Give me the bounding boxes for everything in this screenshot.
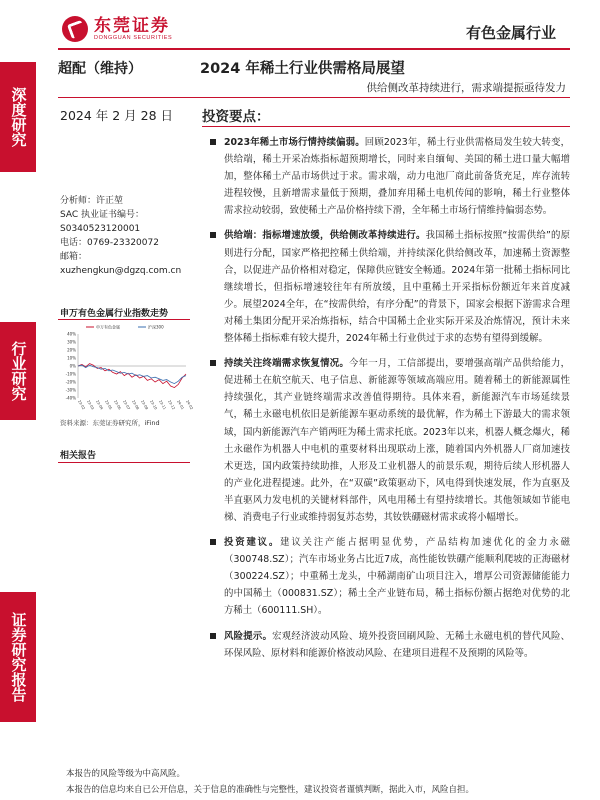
analyst-sac-label: SAC 执业证书编号：	[60, 210, 145, 220]
bullet-icon	[210, 139, 216, 145]
y-tick-label: 20%	[67, 347, 76, 353]
title-divider	[58, 97, 570, 98]
disclaimer	[66, 766, 474, 798]
paragraph-text: 建议关注产能占据明显优势，产品结构加速优化的金力永磁（300748.SZ）；汽车市场业务占比近7成，高性能钕铁硼产能顺利爬坡的正海磁材（300224.SZ）；中重稀土龙头，中稀湖南矿山项目注入，增厚公司资源储能能力的中国稀土（000831.SZ）；稀土全产业链布局，稀土指标份额占据绝对优势的北方稀土（600111.SH）。	[224, 537, 570, 617]
report-subtitle: 供给侧改革持续进行，需求端提振亟待发力	[366, 82, 566, 94]
highlights-body	[210, 134, 570, 670]
x-tick-label: 23-12	[167, 399, 176, 411]
industry-label: 有色金属行业	[465, 24, 556, 42]
chart-title: 申万有色金属行业指数走势	[60, 309, 169, 319]
index-trend-chart	[58, 322, 194, 414]
rating: 超配（维持）	[58, 61, 142, 77]
analyst-sac-number: S0340523120001	[60, 224, 141, 234]
analyst-name: 分析师：许正堃	[60, 196, 124, 206]
related-divider	[58, 462, 190, 463]
bullet-icon	[210, 539, 216, 545]
paragraph-lead: 投资建议。	[224, 537, 281, 549]
x-tick-label: 23-02	[77, 399, 86, 411]
chart-source: 资料来源：东莞证券研究所，iFind	[60, 419, 160, 427]
side-tab-deep-research	[0, 62, 36, 172]
x-tick-label: 23-03	[86, 399, 95, 411]
x-tick-label: 23-11	[158, 399, 167, 411]
paragraph-text: 今年一月，工信部提出，要增强高端产品供给能力，促进稀土在航空航天、电子信息、新能源等领域高端应用。随着稀土的新能源属性持续强化，其产业链终端需求改善值得期待。具体来看，新能源汽车市场延续景气，稀土永磁电机依旧是新能源车驱动系统的最优解，作为稀土下游最大的需求领域，国内新能源汽车产销两旺为稀土需求托底。2023年以来，机器人概念爆火，稀土永磁作为机器人中电机的重要材料出现联动上涨，随着国内外机器人厂商加速技术更迭，国内政策持续助推，人形及工业机器人的前景乐观，期待后续人形机器人的产业化进程提速。此外，在“双碳”政策驱动下，风电得到快速发展，作为直驱及半直驱风力发电机的关键材料部件，风电用稀土有望持续增长。其他领域如节能电梯、消费电子行业或维持弱复苏态势，其钕铁硼磁材需求或将小幅增长。	[224, 358, 570, 523]
paragraph-demand	[210, 355, 570, 526]
side-tab-label: 深度研究	[9, 87, 28, 147]
legend-label: 沪深300	[148, 324, 164, 330]
y-tick-label: -20%	[65, 379, 76, 385]
analyst-email[interactable]: xuzhengkun@dgzq.com.cn	[60, 266, 182, 276]
paragraph-lead: 持续关注终端需求恢复情况。	[224, 358, 350, 370]
y-tick-label: 40%	[67, 331, 76, 337]
header-divider	[58, 48, 570, 50]
analyst-email-label: 邮箱：	[60, 252, 88, 262]
analyst-info	[60, 194, 181, 278]
logo-name-cn: 东莞证券	[94, 16, 170, 36]
y-tick-label: -10%	[65, 371, 76, 377]
side-tab-industry-research	[0, 322, 36, 420]
chart-divider	[58, 319, 190, 320]
paragraph-text: 宏观经济波动风险、境外投资回刷风险、无稀土永磁电机的替代风险、环保风险、原材料和能源价格波动风险、在建项目进程不及预期的风险等。	[224, 630, 570, 659]
y-tick-label: -30%	[65, 387, 76, 393]
analyst-phone: 电话：0769-23320072	[60, 238, 159, 248]
paragraph-investment	[210, 534, 570, 619]
x-tick-label: 24-01	[176, 399, 185, 411]
paragraph-market-review	[210, 134, 570, 219]
x-tick-label: 23-06	[113, 399, 122, 411]
side-tab-label: 行业研究	[9, 341, 28, 401]
x-tick-label: 23-09	[140, 399, 149, 411]
x-tick-label: 23-05	[104, 399, 113, 411]
x-tick-label: 23-10	[149, 399, 158, 411]
x-tick-label: 23-04	[95, 399, 104, 411]
logo-name-en: DONGGUAN SECURITIES	[94, 35, 173, 41]
paragraph-lead: 2023年稀土市场行情持续偏弱。	[224, 137, 365, 148]
report-date: 2024 年 2 月 28 日	[60, 108, 174, 123]
report-title: 2024 年稀土行业供需格局展望	[200, 61, 405, 77]
bullet-icon	[210, 360, 216, 366]
series-line-1	[78, 365, 186, 383]
bullet-icon	[210, 232, 216, 238]
bullet-icon	[210, 633, 216, 639]
paragraph-text: 回顾2023年，稀土行业供需格局发生较大转变，供给端，稀土开采冶炼指标超预期增长，同时来自缅甸、美国的稀土进口量大幅增加，整体稀土产品市场供过于求。需求端，动力电池厂商此前备货充足，库存流转进程较慢，且新增需求量低于预期，叠加弃用稀土电机传闻的影响，稀土行业整体需求拉动较弱，致使稀土产品价格持续下滑，全年稀土市场行情维持偏弱态势。	[224, 137, 570, 217]
related-reports-heading: 相关报告	[60, 451, 97, 461]
x-tick-label: 23-07	[122, 399, 131, 411]
risk-level-note: 本报告的风险等级为中高风险。	[66, 769, 186, 779]
highlights-heading: 投资要点：	[202, 109, 270, 125]
x-tick-label: 24-02	[185, 399, 194, 411]
chart-svg	[58, 322, 194, 414]
side-tab-securities-report	[0, 592, 36, 722]
side-tab-label: 证券研究报告	[9, 612, 28, 702]
paragraph-supply	[210, 227, 570, 347]
company-logo	[62, 16, 172, 42]
paragraph-lead: 风险提示。	[224, 630, 273, 642]
logo-icon	[62, 16, 88, 42]
paragraph-lead: 供给端：指标增速放缓，供给侧改革持续进行。	[224, 230, 426, 242]
paragraph-risk	[210, 628, 570, 662]
y-tick-label: 30%	[67, 339, 76, 345]
x-tick-label: 23-08	[131, 399, 140, 411]
highlights-divider	[202, 126, 570, 127]
y-tick-label: -40%	[65, 395, 76, 401]
y-tick-label: 0%	[69, 363, 76, 369]
legend-label: 申万有色金属	[96, 324, 120, 330]
paragraph-text: 我国稀土指标按照“按需供给”的原则进行分配，国家严格把控稀土供给端，并持续深化供给侧改革，加速稀土资源整合，以促进产品价格相对稳定，保障供应链安全畅通。2024年第一批稀土指标同比继续增长，但指标增速较往年有所放缓，且中重稀土开采指标份额近年来首度减少。展望2024全年，在“按需供给，有序分配”的背景下，国家会根据下游需求合理对稀土集团分配开采冶炼指标，结合中国稀土企业实际开采及冶炼情况，预计未来整体稀土指标难有较大提升，2024年稀土行业供过于求的态势有望得到缓解。	[224, 230, 570, 345]
info-source-note: 本报告的信息均来自已公开信息，关于信息的准确性与完整性，建议投资者谨慎判断，据此入市，风险自担。	[66, 785, 475, 795]
y-tick-label: 10%	[67, 355, 76, 361]
